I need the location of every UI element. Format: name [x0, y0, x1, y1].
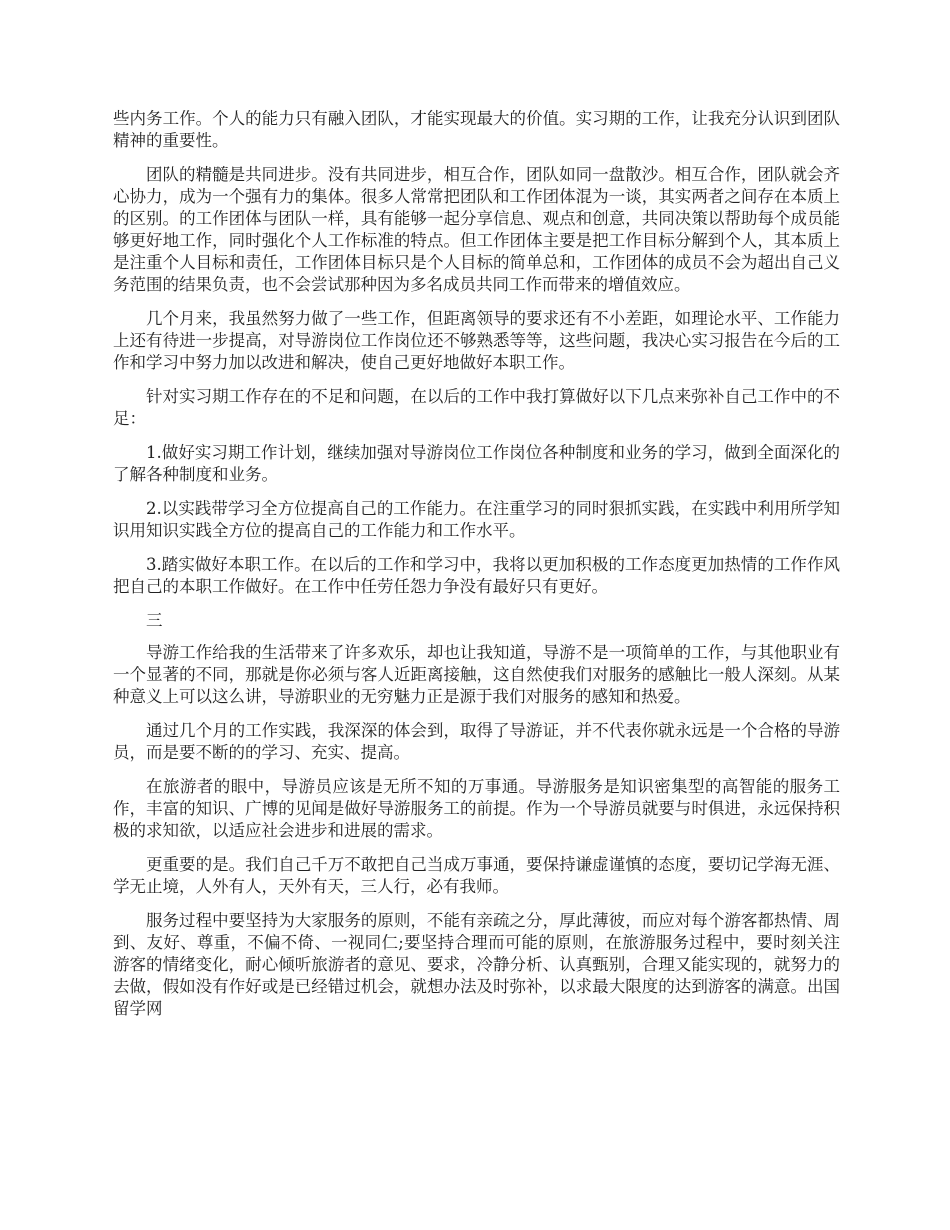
paragraph-service-principles: 服务过程中要坚持为大家服务的原则，不能有亲疏之分，厚此薄彼，而应对每个游客都热情、周到、友好、尊重，不偏不倚、一视同仁;要坚持合理而可能的原则，在旅游服务过程中，要时刻关注游客的情绪变化，耐心倾听旅游者的意见、要求，冷静分析、认真甄别，合理又能实现的，就努力的去做，假如没有作好或是已经错过机会，就想办法及时弥补，以求最大限度的达到游客的满意。出国留学网 [113, 911, 840, 1018]
section-heading-three: 三 [146, 611, 163, 630]
paragraph-teamwork-intro: 些内务工作。个人的能力只有融入团队，才能实现最大的价值。实习期的工作，让我充分认识到团队精神的重要性。 [113, 109, 840, 150]
paragraph-plan-item-1: 1.做好实习期工作计划，继续加强对导游岗位工作岗位各种制度和业务的学习，做到全面深化的了解各种制度和业务。 [113, 443, 840, 484]
paragraph-team-essence: 团队的精髓是共同进步。没有共同进步，相互合作，团队如同一盘散沙。相互合作，团队就会齐心协力，成为一个强有力的集体。很多人常常把团队和工作团体混为一谈，其实两者之间存在本质上的区别。的工作团体与团队一样，具有能够一起分享信息、观点和创意，共同决策以帮助每个成员能够更好地工作，同时强化个人工作标准的特点。但工作团体主要是把工作目标分解到个人，其本质上是注重个人目标和责任，工作团体目标只是个人目标的简单总和，工作团体的成员不会为超出自己义务范围的结果负责，也不会尝试那种因为多名成员共同工作而带来的增值效应。 [113, 165, 840, 294]
paragraph-plan-item-3: 3.踏实做好本职工作。在以后的工作和学习中，我将以更加积极的工作态度更加热情的工作作风把自己的本职工作做好。在工作中任劳任怨力争没有最好只有更好。 [113, 555, 840, 596]
paragraph-continuous-learning: 通过几个月的工作实践，我深深的体会到，取得了导游证，并不代表你就永远是一个合格的导游员，而是要不断的的学习、充实、提高。 [113, 721, 840, 762]
paragraph-knowledge-service: 在旅游者的眼中，导游员应该是无所不知的万事通。导游服务是知识密集型的高智能的服务工作，丰富的知识、广博的见闻是做好导游服务工的前提。作为一个导游员就要与时俱进，永远保持积极的求知欲，以适应社会进步和进展的需求。 [113, 777, 840, 840]
paragraph-plan-item-2: 2.以实践带学习全方位提高自己的工作能力。在注重学习的同时狠抓实践，在实践中利用所学知识用知识实践全方位的提高自己的工作能力和工作水平。 [113, 499, 840, 540]
paragraph-self-assessment: 几个月来，我虽然努力做了一些工作，但距离领导的要求还有不小差距，如理论水平、工作能力上还有待进一步提高，对导游岗位工作岗位还不够熟悉等等，这些问题，我决心实习报告在今后的工作和学习中努力加以改进和解决，使自己更好地做好本职工作。 [113, 309, 840, 372]
paragraph-improvement-plan-intro: 针对实习期工作存在的不足和问题，在以后的工作中我打算做好以下几点来弥补自己工作中的不足： [113, 387, 840, 428]
paragraph-humility: 更重要的是。我们自己千万不敢把自己当成万事通，要保持谦虚谨慎的态度，要切记学海无涯、学无止境，人外有人，天外有天，三人行，必有我师。 [113, 855, 840, 896]
document-page [113, 108, 840, 1032]
paragraph-tour-guide-work: 导游工作给我的生活带来了许多欢乐，却也让我知道，导游不是一项简单的工作，与其他职业有一个显著的不同，那就是你必须与客人近距离接触，这自然使我们对服务的感触比一般人深刻。从某种意义上可以这么讲，导游职业的无穷魅力正是源于我们对服务的感知和热爱。 [113, 643, 840, 706]
